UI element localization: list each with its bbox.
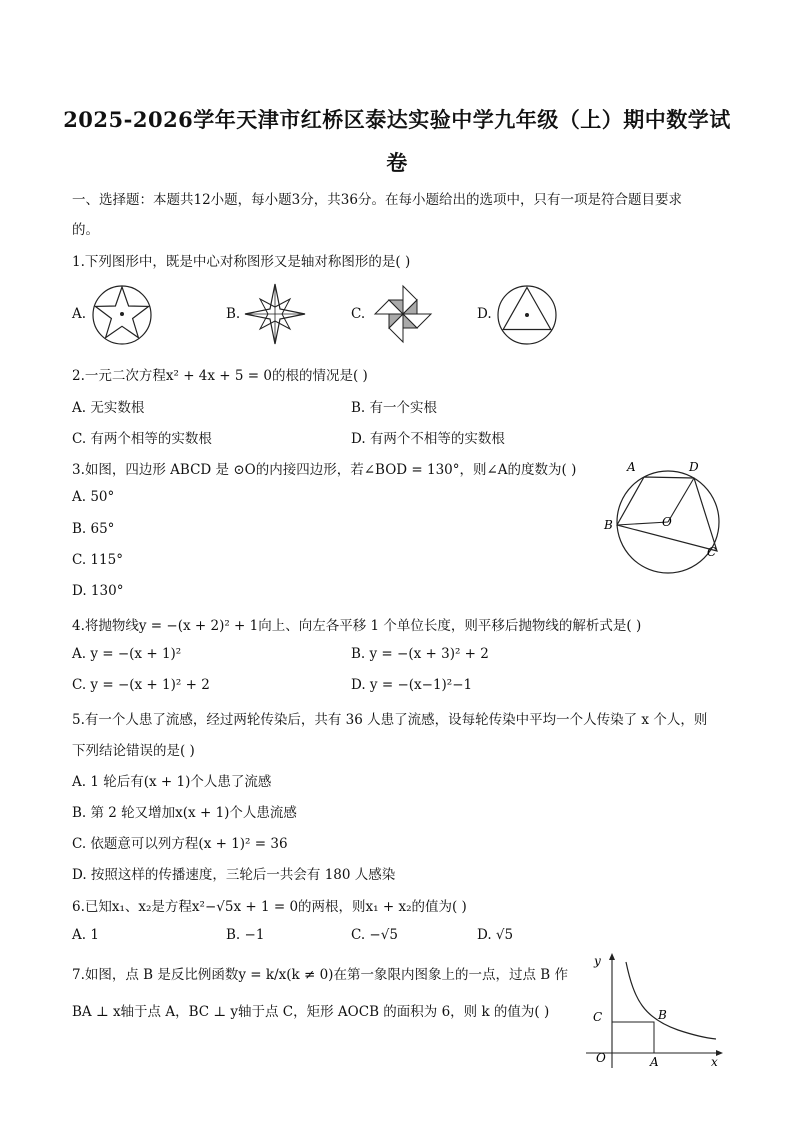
q7-stem: 7.如图，点 B 是反比例函数y = k/x(k ≠ 0)在第一象限内图象上的一点，过点 B 作 bbox=[72, 967, 568, 983]
q2-option-a: A. 无实数根 bbox=[72, 400, 145, 416]
q7-label-a: A bbox=[650, 1055, 659, 1069]
q1-option-b-label: B. bbox=[226, 306, 241, 322]
q3-label-c: C bbox=[707, 545, 717, 559]
q7-stem-continued: BA ⊥ x轴于点 A，BC ⊥ y轴于点 C，矩形 AOCB 的面积为 6，则 k 的值为( ) bbox=[72, 1004, 550, 1020]
q1-figure-a bbox=[90, 283, 154, 347]
q3-label-o: O bbox=[662, 515, 672, 529]
q3-circle-figure bbox=[596, 458, 726, 578]
q4-option-b: B. y = −(x + 3)² + 2 bbox=[351, 646, 489, 662]
q6-stem: 6.已知x₁、x₂是方程x²−√5x + 1 = 0的两根，则x₁ + x₂的值为( ) bbox=[72, 899, 467, 915]
q4-option-a: A. y = −(x + 1)² bbox=[72, 646, 182, 662]
q6-option-d: D. √5 bbox=[477, 927, 514, 943]
q1-option-a-label: A. bbox=[72, 306, 87, 322]
q7-label-b: B bbox=[658, 1008, 667, 1022]
q1-option-d-label: D. bbox=[477, 306, 492, 322]
q7-label-x: x bbox=[711, 1055, 718, 1069]
q3-label-d: D bbox=[689, 460, 699, 474]
q6-option-b: B. −1 bbox=[226, 927, 265, 943]
q3-label-b: B bbox=[604, 518, 613, 532]
q5-option-b: B. 第 2 轮又增加x(x + 1)个人患流感 bbox=[72, 805, 297, 821]
q6-option-c: C. −√5 bbox=[351, 927, 398, 943]
q7-coordinate-figure bbox=[578, 950, 728, 1075]
q2-option-d: D. 有两个不相等的实数根 bbox=[351, 431, 505, 447]
q5-option-c: C. 依题意可以列方程(x + 1)² = 36 bbox=[72, 836, 288, 852]
page-title: 2025-2026学年天津市红桥区泰达实验中学九年级（上）期中数学试 bbox=[63, 107, 731, 132]
q5-option-d: D. 按照这样的传播速度，三轮后一共会有 180 人感染 bbox=[72, 867, 396, 883]
q3-option-c: C. 115° bbox=[72, 552, 123, 568]
section-instructions-continued: 的。 bbox=[72, 222, 99, 238]
q2-option-c: C. 有两个相等的实数根 bbox=[72, 431, 212, 447]
q3-stem: 3.如图，四边形 ABCD 是 ⊙O的内接四边形，若∠BOD = 130°，则∠A的度数为( ) bbox=[72, 462, 577, 478]
q1-option-c-label: C. bbox=[351, 306, 366, 322]
q4-stem: 4.将抛物线y = −(x + 2)² + 1向上、向左各平移 1 个单位长度，则平移后抛物线的解析式是( ) bbox=[72, 618, 642, 634]
q5-stem-continued: 下列结论错误的是( ) bbox=[72, 743, 195, 759]
q1-figure-c bbox=[372, 283, 434, 345]
q1-figure-b bbox=[244, 283, 306, 345]
page-title-continued: 卷 bbox=[386, 150, 408, 175]
q7-label-y: y bbox=[594, 954, 601, 968]
q5-option-a: A. 1 轮后有(x + 1)个人患了流感 bbox=[72, 774, 272, 790]
q4-option-d: D. y = −(x−1)²−1 bbox=[351, 677, 473, 693]
q3-option-b: B. 65° bbox=[72, 521, 115, 537]
q3-option-a: A. 50° bbox=[72, 489, 115, 505]
q7-label-c: C bbox=[593, 1010, 603, 1024]
q2-stem: 2.一元二次方程x² + 4x + 5 = 0的根的情况是( ) bbox=[72, 368, 368, 384]
q3-option-d: D. 130° bbox=[72, 583, 124, 599]
q1-figure-d bbox=[496, 284, 558, 346]
q7-label-o: O bbox=[596, 1051, 606, 1065]
q2-option-b: B. 有一个实根 bbox=[351, 400, 438, 416]
section-instructions: 一、选择题：本题共12小题，每小题3分，共36分。在每小题给出的选项中，只有一项是符合题目要求 bbox=[72, 192, 682, 208]
q5-stem: 5.有一个人患了流感，经过两轮传染后，共有 36 人患了流感，设每轮传染中平均一个人传染了 x 个人，则 bbox=[72, 712, 708, 728]
q1-stem: 1.下列图形中，既是中心对称图形又是轴对称图形的是( ) bbox=[72, 254, 411, 270]
q3-label-a: A bbox=[627, 460, 636, 474]
q4-option-c: C. y = −(x + 1)² + 2 bbox=[72, 677, 210, 693]
q6-option-a: A. 1 bbox=[72, 927, 99, 943]
